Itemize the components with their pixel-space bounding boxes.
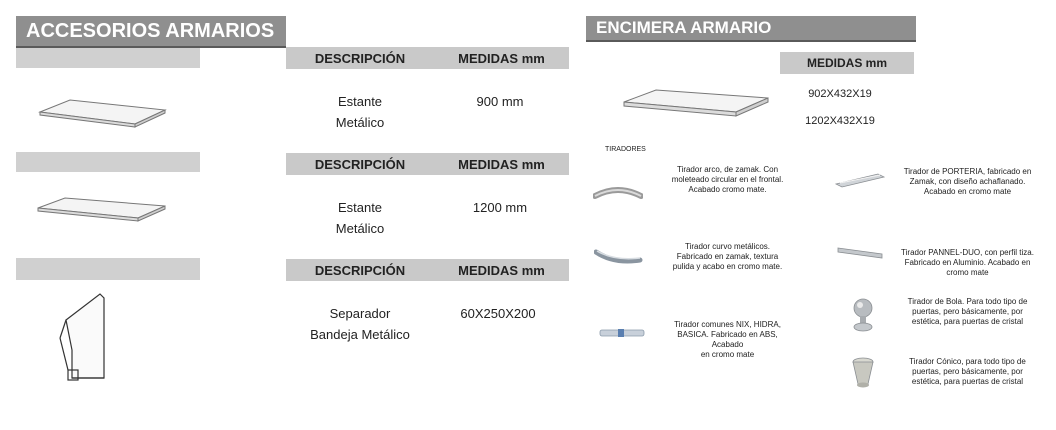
- description-header: DESCRIPCIÓN: [314, 156, 406, 172]
- measures-header: MEDIDAS mm: [458, 262, 545, 278]
- countertop-measure-1: 902X432X19: [808, 88, 872, 100]
- ball-knob-description: Tirador de Bola. Para todo tipo de puertas, pero básicamente, por estética, para puertas de cristal: [907, 297, 1028, 326]
- row-1-description: Estante Metálico: [335, 94, 385, 130]
- row-2-measure: 1200 mm: [472, 200, 528, 215]
- ball-knob-icon: [848, 296, 878, 336]
- separator-image: [52, 290, 112, 390]
- countertop-image: [618, 82, 778, 122]
- conical-knob-icon: [848, 356, 878, 392]
- description-header: DESCRIPCIÓN: [314, 262, 406, 278]
- curved-handle-icon: [594, 246, 644, 268]
- arc-handle-icon: [593, 180, 643, 204]
- description-header: DESCRIPCIÓN: [314, 50, 406, 66]
- curved-handle-description: Tirador curvo metálicos. Fabricado en zamak, textura pulida y acabo en cromo mate.: [672, 242, 783, 271]
- measures-header: MEDIDAS mm: [458, 50, 545, 66]
- porteria-handle-icon: [834, 170, 886, 190]
- table-header-2: [286, 153, 569, 175]
- image-strip-2: [16, 152, 200, 172]
- row-1-measure: 900 mm: [476, 94, 524, 109]
- common-handle-icon: [598, 326, 648, 340]
- image-strip-3: [16, 258, 200, 280]
- arc-handle-description: Tirador arco, de zamak. Con moleteado circular en el frontal. Acabado cromo mate.: [671, 165, 784, 194]
- conical-knob-description: Tirador Cónico, para todo tipo de puertas, pero básicamente, por estética, para puertas de cristal: [909, 357, 1026, 386]
- left-section-title: ACCESORIOS ARMARIOS: [16, 16, 286, 46]
- shelf-1200-image: [30, 186, 170, 226]
- table-header-1: [286, 47, 569, 69]
- table-header-3: [286, 259, 569, 281]
- right-section-title: ENCIMERA ARMARIO: [586, 16, 916, 40]
- measures-header: MEDIDAS mm: [458, 156, 545, 172]
- row-3-description: Separador Bandeja Metálico: [310, 306, 410, 342]
- countertop-measures-header: MEDIDAS mm: [780, 52, 914, 74]
- row-3-measure: 60X250X200: [460, 306, 536, 321]
- shelf-900-image: [30, 82, 170, 132]
- row-2-description: Estante Metálico: [335, 200, 385, 236]
- pannel-duo-handle-description: Tirador PANNEL-DUO, con perfil tiza. Fabricado en Aluminio. Acabado en cromo mate: [901, 248, 1034, 277]
- image-strip-1: [16, 48, 200, 68]
- pannel-duo-handle-icon: [836, 244, 886, 260]
- countertop-measure-2: 1202X432X19: [805, 115, 875, 127]
- common-handle-description: Tirador comunes NIX, HIDRA, BASICA. Fabricado en ABS, Acabado en cromo mate: [674, 320, 781, 359]
- tiradores-label: TIRADORES: [605, 146, 646, 153]
- porteria-handle-description: Tirador de PORTERIA, fabricado en Zamak, con diseño achaflanado. Acabado en cromo mate: [903, 167, 1032, 196]
